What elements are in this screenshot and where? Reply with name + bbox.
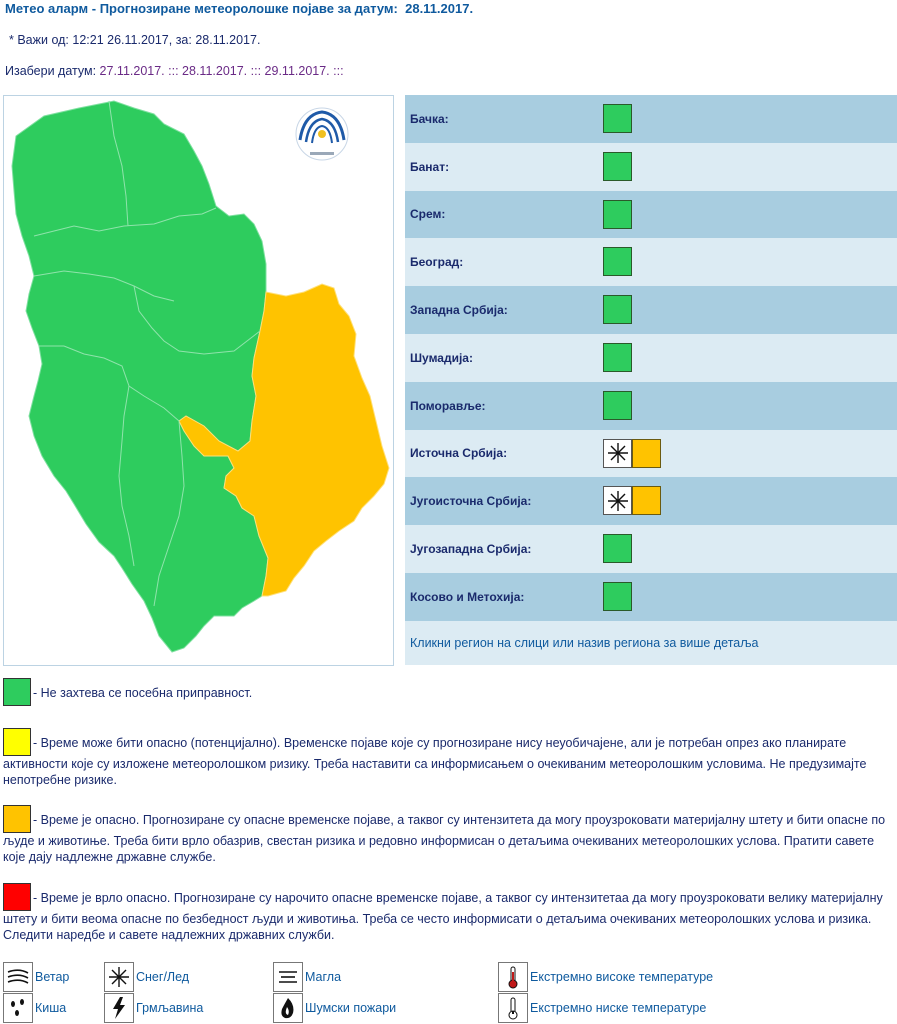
serbia-map <box>3 95 394 666</box>
warning-level-square <box>603 343 632 372</box>
legend-color-swatch <box>3 728 31 756</box>
warning-level-square <box>603 391 632 420</box>
legend-color-swatch <box>3 805 31 833</box>
phenomenon-label: Грмљавина <box>136 1001 204 1015</box>
phenomenon-legend-item <box>498 962 713 992</box>
region-status <box>603 152 632 181</box>
region-row[interactable] <box>405 525 897 573</box>
region-status <box>603 486 661 515</box>
region-name[interactable]: Поморавље: <box>410 398 486 413</box>
region-name[interactable]: Југозападна Србија: <box>410 542 532 557</box>
warning-level-square <box>603 104 632 133</box>
region-status <box>603 247 632 276</box>
region-status <box>603 295 632 324</box>
snow-ice-icon <box>603 439 632 468</box>
warning-level-square <box>632 439 661 468</box>
region-row[interactable] <box>405 334 897 382</box>
low-temperature-icon <box>498 993 528 1023</box>
title-date: 28.11.2017. <box>405 1 474 16</box>
legend-text: - Време може бити опасно (потенцијално). Временске појаве које су прогнозиране нису неуобичајене, али је потребан опрез ако планирате активности које су изложене метеоролошком ризику. Треба наставити са информисањем о очекиваним метеоролошким условима. Не предузимајте непотребне ризике. <box>3 736 867 787</box>
phenomenon-legend-item <box>3 962 69 992</box>
region-name[interactable]: Западна Србија: <box>410 303 508 318</box>
fog-icon <box>273 962 303 992</box>
regions-table <box>405 95 897 665</box>
warning-level-square <box>603 152 632 181</box>
date-link-3[interactable]: 29.11.2017. <box>264 64 330 78</box>
region-status <box>603 104 632 133</box>
legend-item <box>3 883 888 943</box>
region-row[interactable] <box>405 382 897 430</box>
region-name[interactable]: Срем: <box>410 207 446 222</box>
phenomenon-label: Екстремно ниске температуре <box>530 1001 707 1015</box>
region-row[interactable] <box>405 477 897 525</box>
date-selector-label: Изабери датум: <box>5 64 97 78</box>
phenomenon-legend-item <box>273 962 341 992</box>
phenomenon-label: Снег/Лед <box>136 970 190 984</box>
region-row[interactable] <box>405 286 897 334</box>
region-name[interactable]: Косово и Метохија: <box>410 589 525 604</box>
warning-level-square <box>603 247 632 276</box>
region-row[interactable] <box>405 191 897 239</box>
region-status <box>603 439 661 468</box>
title-text: Метео аларм - Прогнозиране метеоролошке појаве за датум: <box>5 1 398 16</box>
region-name[interactable]: Бачка: <box>410 111 449 126</box>
region-status <box>603 391 632 420</box>
region-row[interactable] <box>405 143 897 191</box>
legend-text: - Не захтева се посебна приправност. <box>33 686 253 700</box>
phenomenon-legend-item <box>104 993 203 1023</box>
date-link-2[interactable]: 28.11.2017. <box>182 64 248 78</box>
date-separator: ::: <box>168 64 179 78</box>
region-row[interactable] <box>405 95 897 143</box>
high-temperature-icon <box>498 962 528 992</box>
phenomenon-legend-item <box>3 993 66 1023</box>
wind-icon <box>3 962 33 992</box>
region-status <box>603 534 632 563</box>
phenomenon-label: Ветар <box>35 970 70 984</box>
region-name[interactable]: Банат: <box>410 159 450 174</box>
phenomenon-legend-item <box>104 962 189 992</box>
date-link-1[interactable]: 27.11.2017. <box>99 64 165 78</box>
date-selector <box>5 64 344 78</box>
rain-icon <box>3 993 33 1023</box>
snow-ice-icon <box>603 486 632 515</box>
legend-item <box>3 728 888 788</box>
warning-level-square <box>632 486 661 515</box>
warning-level-square <box>603 534 632 563</box>
phenomenon-label: Екстремно високе температуре <box>530 970 714 984</box>
phenomenon-legend-item <box>498 993 706 1023</box>
date-separator: ::: <box>333 64 344 78</box>
warning-level-square <box>603 582 632 611</box>
region-row[interactable] <box>405 573 897 621</box>
region-row[interactable] <box>405 238 897 286</box>
forest-fire-icon <box>273 993 303 1023</box>
phenomenon-label: Шумски пожари <box>305 1001 397 1015</box>
legend-item <box>3 805 888 865</box>
thunderstorm-icon <box>104 993 134 1023</box>
map-region-green[interactable] <box>12 101 268 652</box>
warning-level-square <box>603 200 632 229</box>
legend-text: - Време је опасно. Прогнозиране су опасне временске појаве, а таквог су интензитета да могу проузроковати материјалну штету и бити опасне по људе и животиње. Треба бити врло обазрив, свестан ризика и редовно информисан о детаљима очекиваних метеоролошких услова. Пратити савете које дају надлежне државне службе. <box>3 813 886 864</box>
region-status <box>603 582 632 611</box>
region-name[interactable]: Шумадија: <box>410 350 473 365</box>
snow-ice-icon <box>104 962 134 992</box>
legend-text: - Време је врло опасно. Прогнозиране су нарочито опасне временске појаве, а таквог су интензитетаа да могу проузроковати велику материјалну штету и бити веома опасне по безбедност људи и животиња. Треба се често информисати о детаљима очекиваних метеоролошких услова и ризика. Следити наредбе и савете надлежних државних служби. <box>3 891 883 942</box>
region-name[interactable]: Источна Србија: <box>410 446 508 461</box>
page-title <box>5 1 473 16</box>
region-name[interactable]: Југоисточна Србија: <box>410 494 532 509</box>
region-status <box>603 200 632 229</box>
phenomenon-label: Киша <box>35 1001 67 1015</box>
region-name[interactable]: Београд: <box>410 255 464 270</box>
warning-level-square <box>603 295 632 324</box>
legend-color-swatch <box>3 678 31 706</box>
date-separator: ::: <box>250 64 262 78</box>
legend-item <box>3 678 888 706</box>
rhmz-logo <box>296 108 348 160</box>
region-row[interactable] <box>405 430 897 478</box>
region-status <box>603 343 632 372</box>
valid-from-text: * Важи од: 12:21 26.11.2017, за: 28.11.2017. <box>9 33 261 47</box>
phenomenon-legend-item <box>273 993 396 1023</box>
region-hint: Кликни регион на слици или назив региона за више детаља <box>405 621 897 665</box>
legend-color-swatch <box>3 883 31 911</box>
phenomenon-label: Магла <box>305 970 342 984</box>
